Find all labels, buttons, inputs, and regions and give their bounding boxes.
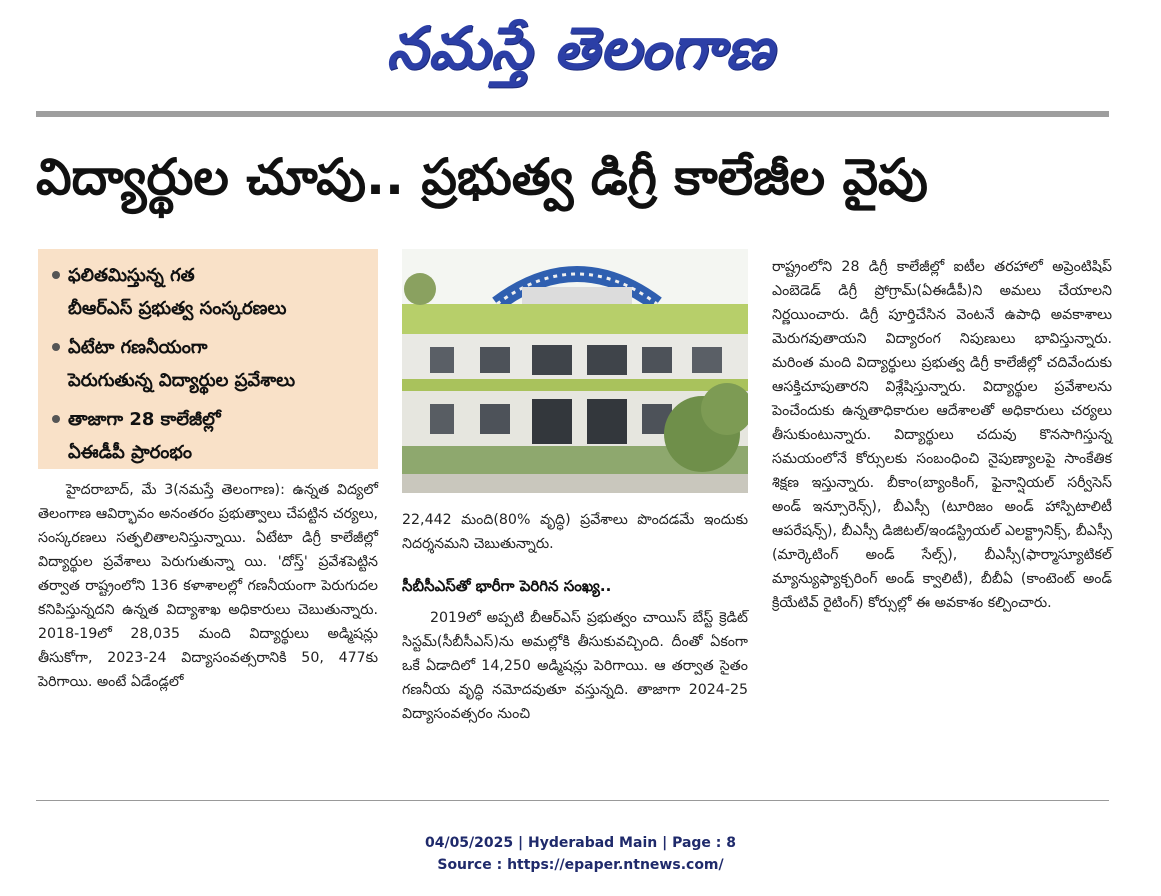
highlight-item — [52, 403, 368, 469]
article-column-1 — [38, 478, 378, 694]
article-column-2 — [402, 508, 748, 726]
masthead-logo: నమస్తే తెలంగాణ — [386, 14, 775, 82]
footer-source-line[interactable]: Source : https://epaper.ntnews.com/ — [437, 857, 724, 873]
highlight-text: ఫలితమిస్తున్న గత బీఆర్ఎస్ ప్రభుత్వ సంస్కరణలు — [68, 265, 287, 319]
bullet-icon — [52, 343, 60, 351]
bullet-icon — [52, 415, 60, 423]
top-divider — [36, 111, 1109, 117]
bottom-divider — [36, 800, 1109, 801]
highlight-item — [52, 259, 368, 325]
masthead — [0, 0, 1161, 96]
footer-edition-line: 04/05/2025 | Hyderabad Main | Page : 8 — [424, 835, 737, 851]
highlights-box — [38, 249, 378, 469]
body-paragraph: 22,442 మంది(80% వృద్ధి) ప్రవేశాలు పొందడమే ఇందుకు నిదర్శనమని చెబుతున్నారు. — [402, 512, 748, 552]
highlight-item — [52, 331, 368, 397]
bullet-icon — [52, 271, 60, 279]
footer — [0, 832, 1161, 876]
body-paragraph: హైదరాబాద్, మే 3(నమస్తే తెలంగాణ): ఉన్నత విద్యలో తెలంగాణ ఆవిర్భావం అనంతరం ప్రభుత్వాలు చేపట్టిన చర్యలు, సంస్కరణలు సత్ఫలితాలనిస్తున్నాయి. ఏటేటా డిగ్రీ కాలేజీల్లో విద్యార్థుల ప్రవేశాలు పెరుగుతున్నా యి. 'దోస్త్' ప్రవేశపెట్టిన తర్వాత రాష్ట్రంలోని 136 కళాశాలల్లో గణనీయంగా పెరుగుదల కనిపిస్తున్నదని ఉన్నత విద్యాశాఖ అధికారులు చెబుతున్నారు. 2018-19లో 28,035 మంది విద్యార్థులు అడ్మిషన్లు తీసుకోగా, 2023-24 విద్యాసంవత్సరానికి 50, 477కు పెరిగాయి. అంటే ఏడేండ్లలో — [38, 482, 378, 690]
college-photo — [402, 249, 748, 493]
highlight-text: తాజాగా 28 కాలేజీల్లో ఏఈడీపీ ప్రారంభం — [68, 409, 221, 463]
college-building-illustration — [402, 249, 748, 493]
body-paragraph: 2019లో అప్పటి బీఆర్ఎస్ ప్రభుత్వం చాయిస్ బేస్ట్ క్రెడిట్ సిస్టమ్(సీబీసీఎస్)ను అమల్లోకి తీసుకువచ్చింది. దీంతో ఏకంగా ఒకే ఏడాదిలో 14,250 అడ్మిషన్లు పెరిగాయి. ఆ తర్వాత సైతం గణనీయ వృద్ధి నమోదవుతూ వస్తున్నది. తాజాగా 2024-25 విద్యాసంవత్సరం నుంచి — [402, 610, 748, 722]
body-paragraph: రాష్ట్రంలోని 28 డిగ్రీ కాలేజీల్లో ఐటీల తరహాలో అప్రెంటిషిప్ ఎంబెడెడ్ డిగ్రీ ప్రోగ్రామ్(ఏఈడీపీ)ని అమలు చేయాలని నిర్ణయించారు. డిగ్రీ పూర్తిచేసిన వెంటనే ఉపాధి అవకాశాలు మెరుగవుతాయని విద్యారంగ నిపుణులు భావిస్తున్నారు. మరింత మంది విద్యార్థులు ప్రభుత్వ డిగ్రీ కాలేజీల్లో చదివేందుకు ఆసక్తిచూపుతారని విశ్లేషిస్తున్నారు. విద్యార్థుల ప్రవేశాలను పెంచేందుకు ఉన్నతాధికారుల ఆదేశాలతో అధికారులు చర్యలు తీసుకుంటున్నారు. విద్యార్థులు చదువు కొనసాగిస్తున్న సమయంలోనే కోర్సులకు సంబంధించి నైపుణ్యాలపై సాంకేతిక శిక్షణ ఇస్తున్నారు. బీకాం(బ్యాంకింగ్, ఫైనాన్షియల్ సర్వీసెస్ అండ్ ఇన్సూరెన్స్), బీఎస్సీ (టూరిజం అండ్ హాస్పిటాలిటీ ఆపరేషన్స్), బీఎస్సీ డిజిటల్/ఇండస్ట్రియల్ ఎలక్ట్రానిక్స్, బీఎస్సీ (మార్కెటింగ్ అండ్ సేల్స్), బీఎస్సీ(ఫార్మాస్యూటికల్ మ్యాన్యుఫ్యాక్చరింగ్ అండ్ క్వాలిటీ), బీబీఏ (కాంటెంట్ అండ్ క్రియేటివ్ రైటింగ్) కోర్సుల్లో ఈ అవకాశం కల్పించారు. — [772, 259, 1112, 611]
article-column-3 — [772, 255, 1112, 615]
section-subheading: సీబీసీఎస్‌తో భారీగా పెరిగిన సంఖ్య.. — [402, 577, 612, 595]
highlight-text: ఏటేటా గణనీయంగా పెరుగుతున్న విద్యార్థుల ప్రవేశాలు — [68, 337, 296, 391]
headline: విద్యార్థుల చూపు.. ప్రభుత్వ డిగ్రీ కాలేజీల వైపు — [36, 148, 928, 206]
